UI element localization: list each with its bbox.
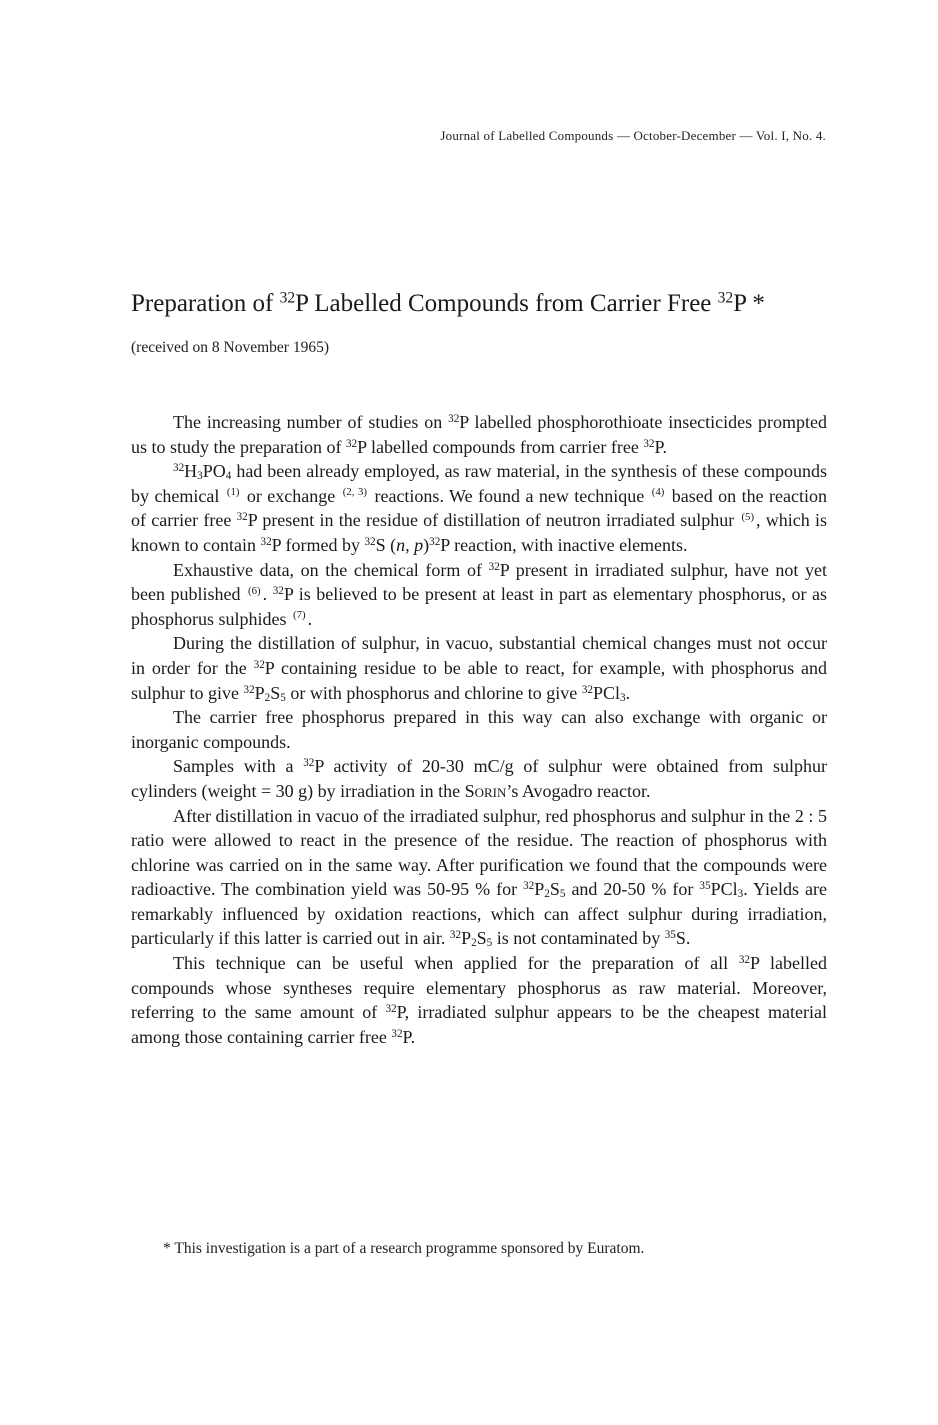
superscript: 32 <box>448 412 460 425</box>
superscript: 32 <box>173 462 185 475</box>
superscript: 32 <box>429 535 441 548</box>
received-date: (received on 8 November 1965) <box>131 339 329 356</box>
text-run: had been already employed, as raw material, in the synthesis of these compounds by chemical <box>131 461 827 506</box>
text-run: and 20-50 % for <box>565 879 700 900</box>
text-run: P labelled phosphorothioate insecticides prompted us to study the preparation of <box>131 412 828 457</box>
text-run: P containing residue to be able to react, for example, with phosphorus and sulphur to give <box>131 657 827 703</box>
superscript: 32 <box>738 953 750 966</box>
text-run: P present in irradiated sulphur, have not yet been published <box>131 559 827 605</box>
body-paragraph <box>131 705 827 754</box>
superscript: 32 <box>581 683 593 696</box>
superscript: 32 <box>364 535 376 548</box>
subscript: 5 <box>486 937 493 950</box>
italic-text: n, p <box>396 534 424 555</box>
text-run: H <box>184 461 198 482</box>
body-paragraph <box>131 804 827 952</box>
text-run: . <box>262 584 273 605</box>
article-title <box>131 287 831 321</box>
subscript: 5 <box>280 691 286 704</box>
body-paragraph <box>131 754 827 803</box>
body-paragraph <box>131 459 827 557</box>
small-caps-text: Sorin <box>464 780 507 801</box>
text-run: , which is known to contain <box>131 510 827 555</box>
subscript: 2 <box>544 888 550 901</box>
text-run: P formed by <box>271 534 365 555</box>
body-paragraph <box>131 631 827 705</box>
text-run: ) <box>423 534 430 555</box>
text-run: P. <box>402 1026 416 1047</box>
reference-marker: (4) <box>651 486 665 499</box>
text-run: P <box>461 928 472 949</box>
text-run: The carrier free phosphorus prepared in this way can also exchange with organic or inorganic compounds. <box>131 707 827 752</box>
text-run: P, irradiated sulphur appears to be the cheapest material among those containing carrier free <box>131 1002 827 1047</box>
text-run: After distillation in vacuo of the irradiated sulphur, red phosphorus and sulphur in the 2 : 5 ratio were allowed to react in the presence of the residue. The reaction of phosphorus with chlorine was carried on in the same way. After purification we found that the compounds were radioactive. The combination yield was 50-95 % for <box>131 805 827 900</box>
superscript: 32 <box>523 880 535 893</box>
footnote: * This investigation is a part of a research programme sponsored by Euratom. <box>163 1240 645 1257</box>
body-paragraph <box>131 410 827 459</box>
text-run: P reaction, with inactive elements. <box>440 534 688 555</box>
text-run: Exhaustive data, on the chemical form of <box>173 559 489 580</box>
text-run: The increasing number of studies on <box>173 412 449 432</box>
superscript: 35 <box>699 880 711 893</box>
text-run: reactions. We found a new technique <box>369 485 650 506</box>
title-part-1: Preparation of <box>131 290 280 317</box>
superscript: 32 <box>345 437 358 450</box>
superscript: 32 <box>303 757 315 770</box>
text-run: S. <box>675 928 691 949</box>
text-run: During the distillation of sulphur, in vacuo, substantial chemical changes must not occur in order for the <box>131 633 827 678</box>
superscript: 35 <box>664 929 676 942</box>
text-run: or exchange <box>241 485 341 506</box>
reference-marker: (1) <box>226 486 240 499</box>
subscript: 3 <box>737 888 744 901</box>
running-head: Journal of Labelled Compounds — October-December — Vol. I, No. 4. <box>440 128 826 143</box>
text-run: P <box>534 879 545 900</box>
body-paragraph <box>131 558 827 632</box>
superscript: 32 <box>243 683 255 696</box>
text-run: P labelled compounds whose syntheses require elementary phosphorus as raw material. Moreover, referring to the same amount of <box>131 953 827 1023</box>
subscript: 3 <box>197 470 203 483</box>
title-part-2: P Labelled Compounds from Carrier Free <box>295 290 718 317</box>
text-run: . <box>307 608 313 629</box>
text-run: is not contaminated by <box>492 928 665 949</box>
text-run: This technique can be useful when applied for the preparation of all <box>173 953 739 974</box>
text-run: PCl <box>710 879 738 900</box>
subscript: 2 <box>471 937 477 950</box>
subscript: 4 <box>225 470 232 483</box>
superscript: 32 <box>272 585 284 598</box>
text-run: . <box>625 682 631 703</box>
superscript: 32 <box>391 1027 403 1040</box>
text-run: S ( <box>375 534 397 555</box>
text-run: S <box>270 682 281 703</box>
text-run: P present in the residue of distillation of neutron irradiated sulphur <box>247 510 740 531</box>
text-run: or with phosphorus and chlorine to give <box>285 682 582 703</box>
superscript: 32 <box>236 511 248 524</box>
text-run: P is believed to be present at least in part as elementary phosphorus, or as phosphorus sulphides <box>131 584 827 629</box>
text-run: P labelled compounds from carrier free <box>357 436 644 457</box>
text-run: P. <box>654 436 668 457</box>
text-run: based on the reaction of carrier free <box>131 485 827 531</box>
title-part-3: P * <box>733 290 765 317</box>
text-run: P activity of 20-30 mC/g of sulphur were obtained from sulphur cylinders (weight = 30 g) by irradiation in the <box>131 756 827 801</box>
text-run: S <box>549 879 560 900</box>
subscript: 2 <box>264 691 271 704</box>
text-run: PO <box>202 461 226 482</box>
text-run: P <box>254 682 265 703</box>
superscript: 32 <box>253 658 265 671</box>
superscript: 32 <box>260 535 272 548</box>
superscript: 32 <box>385 1003 397 1016</box>
reference-marker: (5) <box>741 510 755 523</box>
superscript: 32 <box>643 437 655 450</box>
subscript: 3 <box>620 691 626 704</box>
reference-marker: (6) <box>248 584 261 597</box>
title-mass-number-1: 32 <box>279 289 296 307</box>
superscript: 32 <box>488 560 500 573</box>
reference-marker: (2, 3) <box>342 486 368 499</box>
title-mass-number-2: 32 <box>717 289 734 307</box>
text-run: S <box>476 928 487 949</box>
reference-marker: (7) <box>293 609 306 622</box>
text-run: ’s Avogadro reactor. <box>506 780 651 801</box>
subscript: 5 <box>559 888 566 901</box>
article-body <box>131 410 827 1049</box>
superscript: 32 <box>449 929 462 942</box>
text-run: PCl <box>592 682 620 703</box>
body-paragraph <box>131 951 827 1049</box>
text-run: Samples with a <box>173 756 304 777</box>
text-run: . Yields are remarkably influenced by oxidation reactions, which can affect sulphur during irradiation, particularly if this latter is carried out in air. <box>131 879 828 949</box>
